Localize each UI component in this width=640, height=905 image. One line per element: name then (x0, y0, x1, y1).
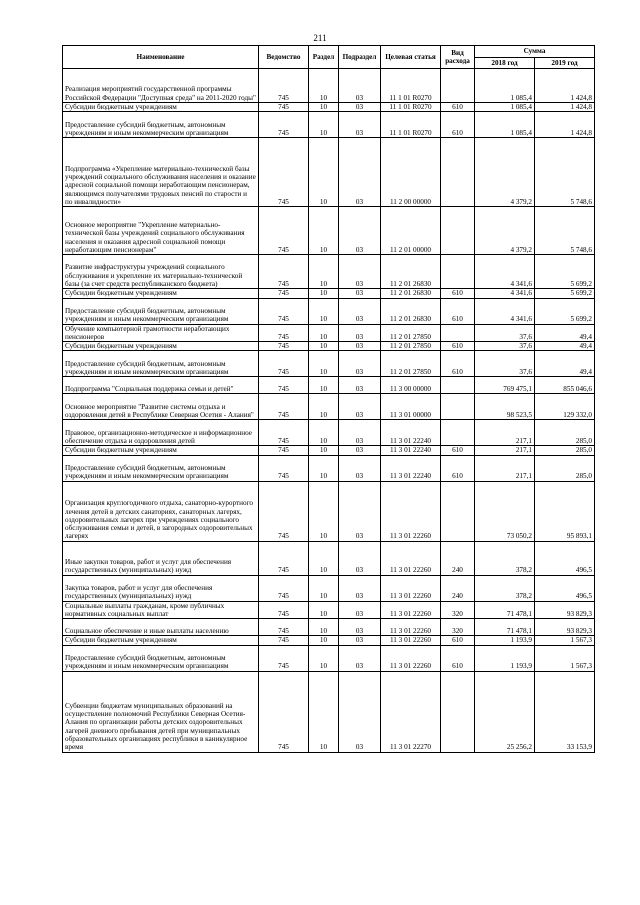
row-section: 10 (309, 138, 339, 207)
row-sum-2019: 855 046,6 (535, 377, 595, 394)
row-target-article: 11 1 01 R0270 (381, 112, 441, 138)
row-expense-type (441, 377, 475, 394)
row-section: 10 (309, 645, 339, 671)
header-sum: Сумма (475, 46, 595, 58)
row-department: 745 (259, 289, 309, 298)
row-subsection: 03 (339, 138, 381, 207)
row-sum-2018: 4 379,2 (475, 138, 535, 207)
table-row (63, 351, 595, 377)
row-name: Социальные выплаты гражданам, кроме публичных нормативных социальных выплат (63, 601, 259, 619)
row-sum-2019: 1 567,3 (535, 636, 595, 645)
row-section: 10 (309, 420, 339, 446)
row-subsection: 03 (339, 298, 381, 324)
row-sum-2018: 25 256,2 (475, 671, 535, 752)
header-expense-type: Вид расхода (441, 46, 475, 69)
row-name: Реализация мероприятий государственной программы Российской Федерации "Доступная среда" на 2011-2020 годы" (63, 69, 259, 103)
row-expense-type: 610 (441, 645, 475, 671)
row-department: 745 (259, 342, 309, 351)
row-name: Субсидии бюджетным учреждениям (63, 636, 259, 645)
row-sum-2019: 496,5 (535, 575, 595, 601)
row-expense-type (441, 671, 475, 752)
row-name: Правовое, организационно-методическое и информационное обеспечение отдыха и оздоровления детей (63, 420, 259, 446)
row-expense-type (441, 324, 475, 342)
header-year-2019: 2019 год (535, 58, 595, 69)
row-sum-2019: 49,4 (535, 351, 595, 377)
row-target-article: 11 2 01 27850 (381, 351, 441, 377)
row-subsection: 03 (339, 377, 381, 394)
row-subsection: 03 (339, 446, 381, 455)
row-expense-type: 610 (441, 289, 475, 298)
table-row (63, 481, 595, 541)
row-target-article: 11 2 01 26830 (381, 298, 441, 324)
table-row (63, 636, 595, 645)
row-department: 745 (259, 671, 309, 752)
row-department: 745 (259, 575, 309, 601)
row-subsection: 03 (339, 69, 381, 103)
row-subsection: 03 (339, 207, 381, 255)
row-subsection: 03 (339, 289, 381, 298)
row-target-article: 11 3 01 22260 (381, 636, 441, 645)
row-expense-type: 240 (441, 541, 475, 575)
header-target-article: Целевая статья (381, 46, 441, 69)
row-sum-2019: 1 424,8 (535, 103, 595, 112)
row-expense-type (441, 138, 475, 207)
row-expense-type (441, 394, 475, 420)
row-expense-type: 610 (441, 636, 475, 645)
row-sum-2019: 129 332,0 (535, 394, 595, 420)
row-sum-2019: 1 424,8 (535, 69, 595, 103)
row-sum-2019: 49,4 (535, 324, 595, 342)
row-sum-2019: 285,0 (535, 446, 595, 455)
row-name: Субсидии бюджетным учреждениям (63, 342, 259, 351)
row-expense-type (441, 207, 475, 255)
row-sum-2018: 378,2 (475, 541, 535, 575)
row-sum-2018: 37,6 (475, 324, 535, 342)
row-name: Субсидии бюджетным учреждениям (63, 289, 259, 298)
row-name: Основное мероприятие "Укрепление материально-технической базы учреждений социального обслуживания населения и оказания адресной социальной помощи неработающим пенсионерам" (63, 207, 259, 255)
row-name: Иные закупки товаров, работ и услуг для обеспечения государственных (муниципальных) нужд (63, 541, 259, 575)
row-name: Подпрограмма "Социальная поддержка семьи и детей" (63, 377, 259, 394)
row-section: 10 (309, 255, 339, 289)
row-expense-type (441, 69, 475, 103)
table-row (63, 324, 595, 342)
row-name: Социальное обеспечение и иные выплаты населению (63, 619, 259, 636)
row-sum-2018: 1 085,4 (475, 69, 535, 103)
table-row (63, 112, 595, 138)
row-expense-type (441, 420, 475, 446)
row-sum-2018: 1 193,9 (475, 645, 535, 671)
row-name: Обучение компьютерной грамотности неработающих пенсионеров (63, 324, 259, 342)
row-section: 10 (309, 601, 339, 619)
row-expense-type: 320 (441, 619, 475, 636)
row-sum-2018: 4 379,2 (475, 207, 535, 255)
row-target-article: 11 1 01 R0270 (381, 103, 441, 112)
row-department: 745 (259, 377, 309, 394)
row-section: 10 (309, 207, 339, 255)
row-section: 10 (309, 289, 339, 298)
row-subsection: 03 (339, 103, 381, 112)
row-department: 745 (259, 112, 309, 138)
row-subsection: 03 (339, 112, 381, 138)
table-row (63, 671, 595, 752)
row-department: 745 (259, 645, 309, 671)
row-department: 745 (259, 103, 309, 112)
row-subsection: 03 (339, 636, 381, 645)
row-target-article: 11 3 00 00000 (381, 377, 441, 394)
row-section: 10 (309, 103, 339, 112)
table-row (63, 420, 595, 446)
table-row (63, 645, 595, 671)
row-target-article: 11 3 01 22270 (381, 671, 441, 752)
row-sum-2019: 95 893,1 (535, 481, 595, 541)
row-target-article: 11 3 01 22260 (381, 575, 441, 601)
table-row (63, 394, 595, 420)
row-sum-2018: 4 341,6 (475, 289, 535, 298)
table-row (63, 541, 595, 575)
row-sum-2018: 217,1 (475, 420, 535, 446)
row-department: 745 (259, 351, 309, 377)
row-name: Основное мероприятие "Развитие системы отдыха и оздоровления детей в Республике Северная Осетия - Алания" (63, 394, 259, 420)
row-sum-2018: 1 193,9 (475, 636, 535, 645)
row-target-article: 11 3 01 22240 (381, 455, 441, 481)
row-section: 10 (309, 298, 339, 324)
row-sum-2019: 5 748,6 (535, 138, 595, 207)
row-sum-2019: 49,4 (535, 342, 595, 351)
row-sum-2019: 33 153,9 (535, 671, 595, 752)
row-sum-2018: 217,1 (475, 446, 535, 455)
table-row (63, 575, 595, 601)
row-name: Субвенции бюджетам муниципальных образований на осуществление полномочий Республики Северная Осетия-Алания по организации работы детских оздоровительных лагерей дневного пребывания детей при муниципальных образовательных организациях республики в каникулярное время (63, 671, 259, 752)
row-subsection: 03 (339, 455, 381, 481)
row-section: 10 (309, 671, 339, 752)
row-sum-2019: 1 424,8 (535, 112, 595, 138)
row-expense-type: 610 (441, 298, 475, 324)
row-target-article: 11 2 01 00000 (381, 207, 441, 255)
row-sum-2018: 1 085,4 (475, 103, 535, 112)
row-sum-2019: 5 748,6 (535, 207, 595, 255)
row-target-article: 11 3 01 22240 (381, 446, 441, 455)
table-row (63, 377, 595, 394)
row-expense-type: 610 (441, 103, 475, 112)
header-department: Ведомство (259, 46, 309, 69)
row-sum-2018: 378,2 (475, 575, 535, 601)
row-sum-2018: 73 050,2 (475, 481, 535, 541)
row-sum-2018: 4 341,6 (475, 255, 535, 289)
row-section: 10 (309, 112, 339, 138)
row-name: Предоставление субсидий бюджетным, автономным учреждениям и иным некоммерческим организациям (63, 298, 259, 324)
row-department: 745 (259, 455, 309, 481)
row-target-article: 11 3 01 22260 (381, 619, 441, 636)
row-expense-type: 240 (441, 575, 475, 601)
header-name: Наименование (63, 46, 259, 69)
table-row (63, 138, 595, 207)
header-subsection: Подраздел (339, 46, 381, 69)
table-row (63, 455, 595, 481)
row-section: 10 (309, 342, 339, 351)
row-target-article: 11 2 01 26830 (381, 289, 441, 298)
row-expense-type (441, 481, 475, 541)
row-subsection: 03 (339, 255, 381, 289)
row-department: 745 (259, 420, 309, 446)
row-expense-type: 610 (441, 112, 475, 138)
row-expense-type: 610 (441, 342, 475, 351)
row-subsection: 03 (339, 481, 381, 541)
row-target-article: 11 2 01 26830 (381, 255, 441, 289)
table-row (63, 255, 595, 289)
row-name: Предоставление субсидий бюджетным, автономным учреждениям и иным некоммерческим организациям (63, 645, 259, 671)
row-sum-2018: 71 478,1 (475, 601, 535, 619)
row-target-article: 11 3 01 22240 (381, 420, 441, 446)
table-row (63, 69, 595, 103)
row-name: Предоставление субсидий бюджетным, автономным учреждениям и иным некоммерческим организациям (63, 112, 259, 138)
row-sum-2018: 1 085,4 (475, 112, 535, 138)
budget-table (62, 45, 595, 753)
row-name: Субсидии бюджетным учреждениям (63, 103, 259, 112)
row-subsection: 03 (339, 394, 381, 420)
row-name: Субсидии бюджетным учреждениям (63, 446, 259, 455)
row-sum-2018: 4 341,6 (475, 298, 535, 324)
row-target-article: 11 3 01 22260 (381, 541, 441, 575)
row-subsection: 03 (339, 324, 381, 342)
row-target-article: 11 3 01 22260 (381, 601, 441, 619)
row-section: 10 (309, 324, 339, 342)
row-sum-2018: 37,6 (475, 342, 535, 351)
row-expense-type (441, 255, 475, 289)
row-subsection: 03 (339, 671, 381, 752)
row-section: 10 (309, 446, 339, 455)
table-row (63, 619, 595, 636)
row-department: 745 (259, 207, 309, 255)
row-sum-2019: 285,0 (535, 420, 595, 446)
row-expense-type: 610 (441, 351, 475, 377)
row-sum-2018: 98 523,5 (475, 394, 535, 420)
row-section: 10 (309, 455, 339, 481)
row-target-article: 11 2 01 27850 (381, 342, 441, 351)
row-department: 745 (259, 446, 309, 455)
table-row (63, 103, 595, 112)
row-sum-2018: 37,6 (475, 351, 535, 377)
row-subsection: 03 (339, 619, 381, 636)
row-subsection: 03 (339, 351, 381, 377)
header-year-2018: 2018 год (475, 58, 535, 69)
row-name: Предоставление субсидий бюджетным, автономным учреждениям и иным некоммерческим организациям (63, 351, 259, 377)
row-department: 745 (259, 69, 309, 103)
row-section: 10 (309, 351, 339, 377)
row-section: 10 (309, 619, 339, 636)
page-number: 211 (313, 33, 327, 43)
row-name: Развитие инфраструктуры учреждений социального обслуживания и укрепление их материально-технической базы (за счет средств республиканского бюджета) (63, 255, 259, 289)
table-row (63, 446, 595, 455)
row-sum-2019: 1 567,3 (535, 645, 595, 671)
row-subsection: 03 (339, 645, 381, 671)
row-department: 745 (259, 255, 309, 289)
row-sum-2019: 5 699,2 (535, 298, 595, 324)
row-target-article: 11 3 01 22260 (381, 645, 441, 671)
row-department: 745 (259, 394, 309, 420)
row-target-article: 11 3 01 22260 (381, 481, 441, 541)
row-section: 10 (309, 394, 339, 420)
row-section: 10 (309, 636, 339, 645)
row-sum-2019: 496,5 (535, 541, 595, 575)
row-sum-2018: 217,1 (475, 455, 535, 481)
row-subsection: 03 (339, 575, 381, 601)
table-row (63, 289, 595, 298)
table-row (63, 601, 595, 619)
row-name: Подпрограмма «Укрепление материально-технической базы учреждений социального обслуживания населения и оказание адресной социальной помощи неработающим пенсионерам, являющимся получателями трудовых пенсий по старости и по инвалидности» (63, 138, 259, 207)
row-department: 745 (259, 481, 309, 541)
row-sum-2018: 769 475,1 (475, 377, 535, 394)
row-section: 10 (309, 575, 339, 601)
table-body (63, 69, 595, 753)
row-department: 745 (259, 619, 309, 636)
row-department: 745 (259, 601, 309, 619)
row-sum-2019: 5 699,2 (535, 289, 595, 298)
row-target-article: 11 3 01 00000 (381, 394, 441, 420)
row-subsection: 03 (339, 541, 381, 575)
row-target-article: 11 1 01 R0270 (381, 69, 441, 103)
row-department: 745 (259, 138, 309, 207)
row-subsection: 03 (339, 601, 381, 619)
header-section: Раздел (309, 46, 339, 69)
row-section: 10 (309, 541, 339, 575)
row-sum-2019: 5 699,2 (535, 255, 595, 289)
table-row (63, 298, 595, 324)
row-department: 745 (259, 324, 309, 342)
row-target-article: 11 2 00 00000 (381, 138, 441, 207)
row-expense-type: 320 (441, 601, 475, 619)
row-sum-2019: 285,0 (535, 455, 595, 481)
row-expense-type: 610 (441, 446, 475, 455)
row-sum-2019: 93 829,3 (535, 619, 595, 636)
table-row (63, 207, 595, 255)
row-section: 10 (309, 481, 339, 541)
row-subsection: 03 (339, 420, 381, 446)
row-name: Предоставление субсидий бюджетным, автономным учреждениям и иным некоммерческим организациям (63, 455, 259, 481)
row-department: 745 (259, 636, 309, 645)
row-section: 10 (309, 377, 339, 394)
row-subsection: 03 (339, 342, 381, 351)
row-department: 745 (259, 298, 309, 324)
row-sum-2019: 93 829,3 (535, 601, 595, 619)
row-expense-type: 610 (441, 455, 475, 481)
row-department: 745 (259, 541, 309, 575)
row-section: 10 (309, 69, 339, 103)
row-target-article: 11 2 01 27850 (381, 324, 441, 342)
row-name: Организация круглогодичного отдыха, санаторно-курортного лечения детей в детских санаториях, санаторных лагерях, оздоровительных лагерях при учреждениях социального обслуживания семьи и детей, в загородных оздоровительных лагерях (63, 481, 259, 541)
table-row (63, 342, 595, 351)
row-sum-2018: 71 478,1 (475, 619, 535, 636)
row-name: Закупка товаров, работ и услуг для обеспечения государственных (муниципальных) нужд (63, 575, 259, 601)
